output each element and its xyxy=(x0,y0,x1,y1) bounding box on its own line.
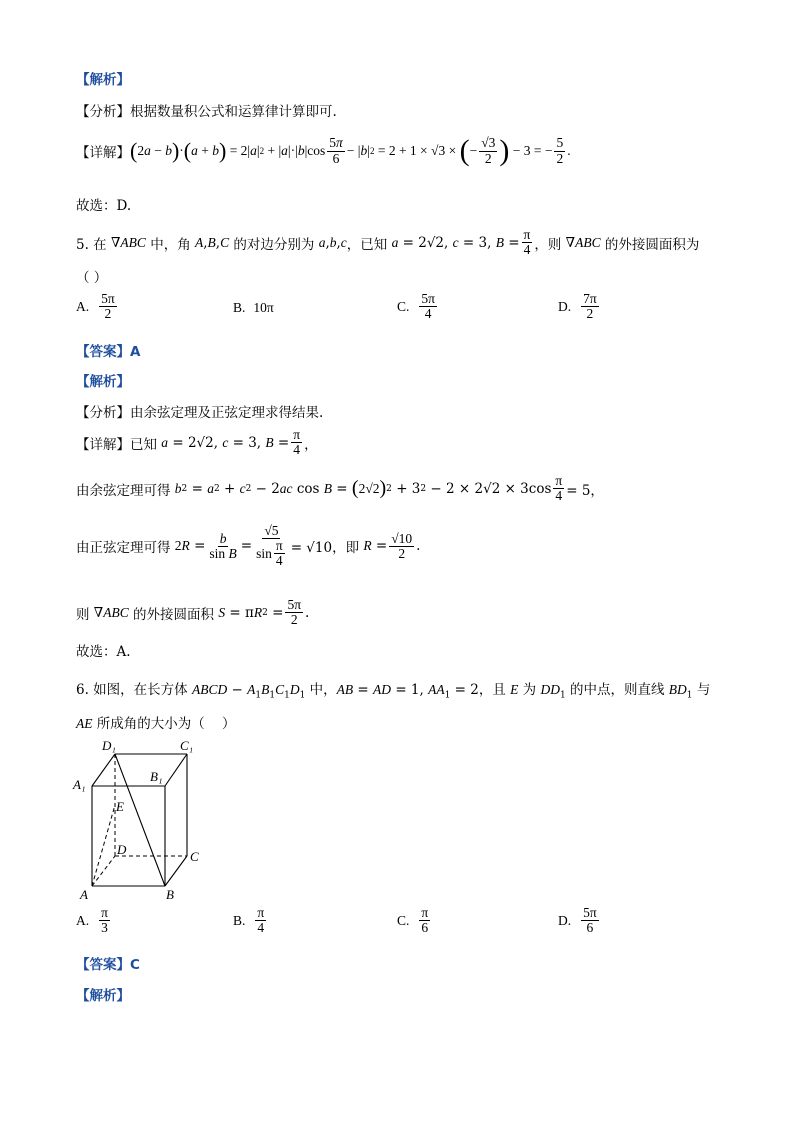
option-value: $\frac{\pi}{3}$ xyxy=(101,905,108,936)
label-a: A xyxy=(80,887,88,902)
label-d: D xyxy=(117,842,127,857)
option-value: $\frac{7\pi}{2}$ xyxy=(583,291,597,322)
q4-detail-label: 【详解】 xyxy=(76,145,130,161)
q6-option-d xyxy=(558,906,601,935)
option-label: A. xyxy=(76,912,90,928)
q6-option-b xyxy=(233,906,268,935)
q5-option-d xyxy=(558,292,601,321)
q5-detail-given: 已知 a = 2√2, c = 3, B = $\frac{\pi}{4}$ ， xyxy=(130,427,318,458)
q6-stem2: AE 所成角的大小为（ ） xyxy=(76,716,236,732)
label-e: E xyxy=(116,799,124,814)
label-b1: B₁ xyxy=(150,769,163,784)
q5-detail xyxy=(76,428,318,457)
option-value: 10π xyxy=(253,300,274,315)
q5-choose: 故选：A. xyxy=(76,644,131,660)
q5-cos-law: 由余弦定理可得 b 2 = a 2 + c 2 − 2 ac cos B = ( 2√2 ) 2 + 3 2 − 2 × 2√2 × 3cos $\frac{\pi}{4}$ = 5， xyxy=(76,473,604,504)
q5-sin-law: 由正弦定理可得 2 R = $\frac{b}{\text{sin B}}$ = √5 sin $\frac{\pi}{4}$ = √10，即 R = $\frac{√10}{2}$ . xyxy=(76,523,421,569)
q5-paren: （ ） xyxy=(76,270,108,286)
q4-fenxi: 【分析】根据数量积公式和运算律计算即可. xyxy=(76,104,337,120)
q5-answer: 【答案】A xyxy=(76,344,141,360)
q4-detail xyxy=(76,134,571,168)
option-value: $\frac{\pi}{6}$ xyxy=(421,905,429,936)
q5-analysis: 【解析】 xyxy=(76,374,130,390)
q6-option-c xyxy=(397,906,432,935)
q5-stem-text: 5. 在 ∇ ABC 中，角 A , B , C 的对边分别为 a , b , c ，已知 a = 2√2, c = 3, B = $\frac{\pi}{4}$ ，则 ∇ ABC 的外接圆面积为 xyxy=(76,227,700,258)
q6-stem: 6. 如图，在长方体 ABCD − $A_1B_1C_1D_1$ 中，AB = AD = 1, $AA_1 = 2$，且 E 为 $DD_1$ 的中点，则直线 $BD_1$ 与 xyxy=(76,682,711,701)
q5-option-c xyxy=(397,292,439,321)
option-value: $\frac{5\pi}{4}$ xyxy=(421,291,435,322)
q5-area: 则 ∇ ABC 的外接圆面积 S = π R 2 = $\frac{5\pi}{2}$ . xyxy=(76,597,310,628)
q5-option-a xyxy=(76,292,119,321)
label-b: B xyxy=(166,887,174,902)
option-value: $\frac{5\pi}{6}$ xyxy=(583,905,597,936)
q5-detail-label: 【详解】 xyxy=(76,436,130,453)
q6-analysis: 【解析】 xyxy=(76,988,130,1004)
analysis-heading: 【解析】 xyxy=(76,72,130,88)
label-a1: A₁ xyxy=(73,777,86,792)
option-label: D. xyxy=(558,298,572,314)
q5-option-b xyxy=(233,300,274,316)
label-c: C xyxy=(190,849,199,864)
label-d1: D₁ xyxy=(102,738,116,753)
option-label: C. xyxy=(397,912,410,928)
option-label: B. xyxy=(233,912,246,928)
q6-answer: 【答案】C xyxy=(76,957,140,973)
option-label: A. xyxy=(76,298,90,314)
q5-fenxi: 【分析】由余弦定理及正弦定理求得结果. xyxy=(76,405,324,421)
option-value: $\frac{\pi}{4}$ xyxy=(257,905,265,936)
q4-choose: 故选：D. xyxy=(76,198,132,214)
option-label: D. xyxy=(558,912,572,928)
option-label: C. xyxy=(397,298,410,314)
label-c1: C₁ xyxy=(180,738,194,753)
q5-stem xyxy=(76,228,699,257)
q6-option-a xyxy=(76,906,112,935)
option-value: $\frac{5\pi}{2}$ xyxy=(101,291,115,322)
cuboid-figure xyxy=(70,736,210,906)
option-label: B. xyxy=(233,300,246,315)
q4-detail-formula: ( 2 a − b ) · ( a + b ) = 2| a | 2 + | a |·| b |cos $\frac{5\pi}{6}$ − | b | 2 = 2 + 1 × √3 × ( − $\frac{√3}{2}$ ) − 3 = − $\frac{5}{2}$ . xyxy=(130,134,571,167)
